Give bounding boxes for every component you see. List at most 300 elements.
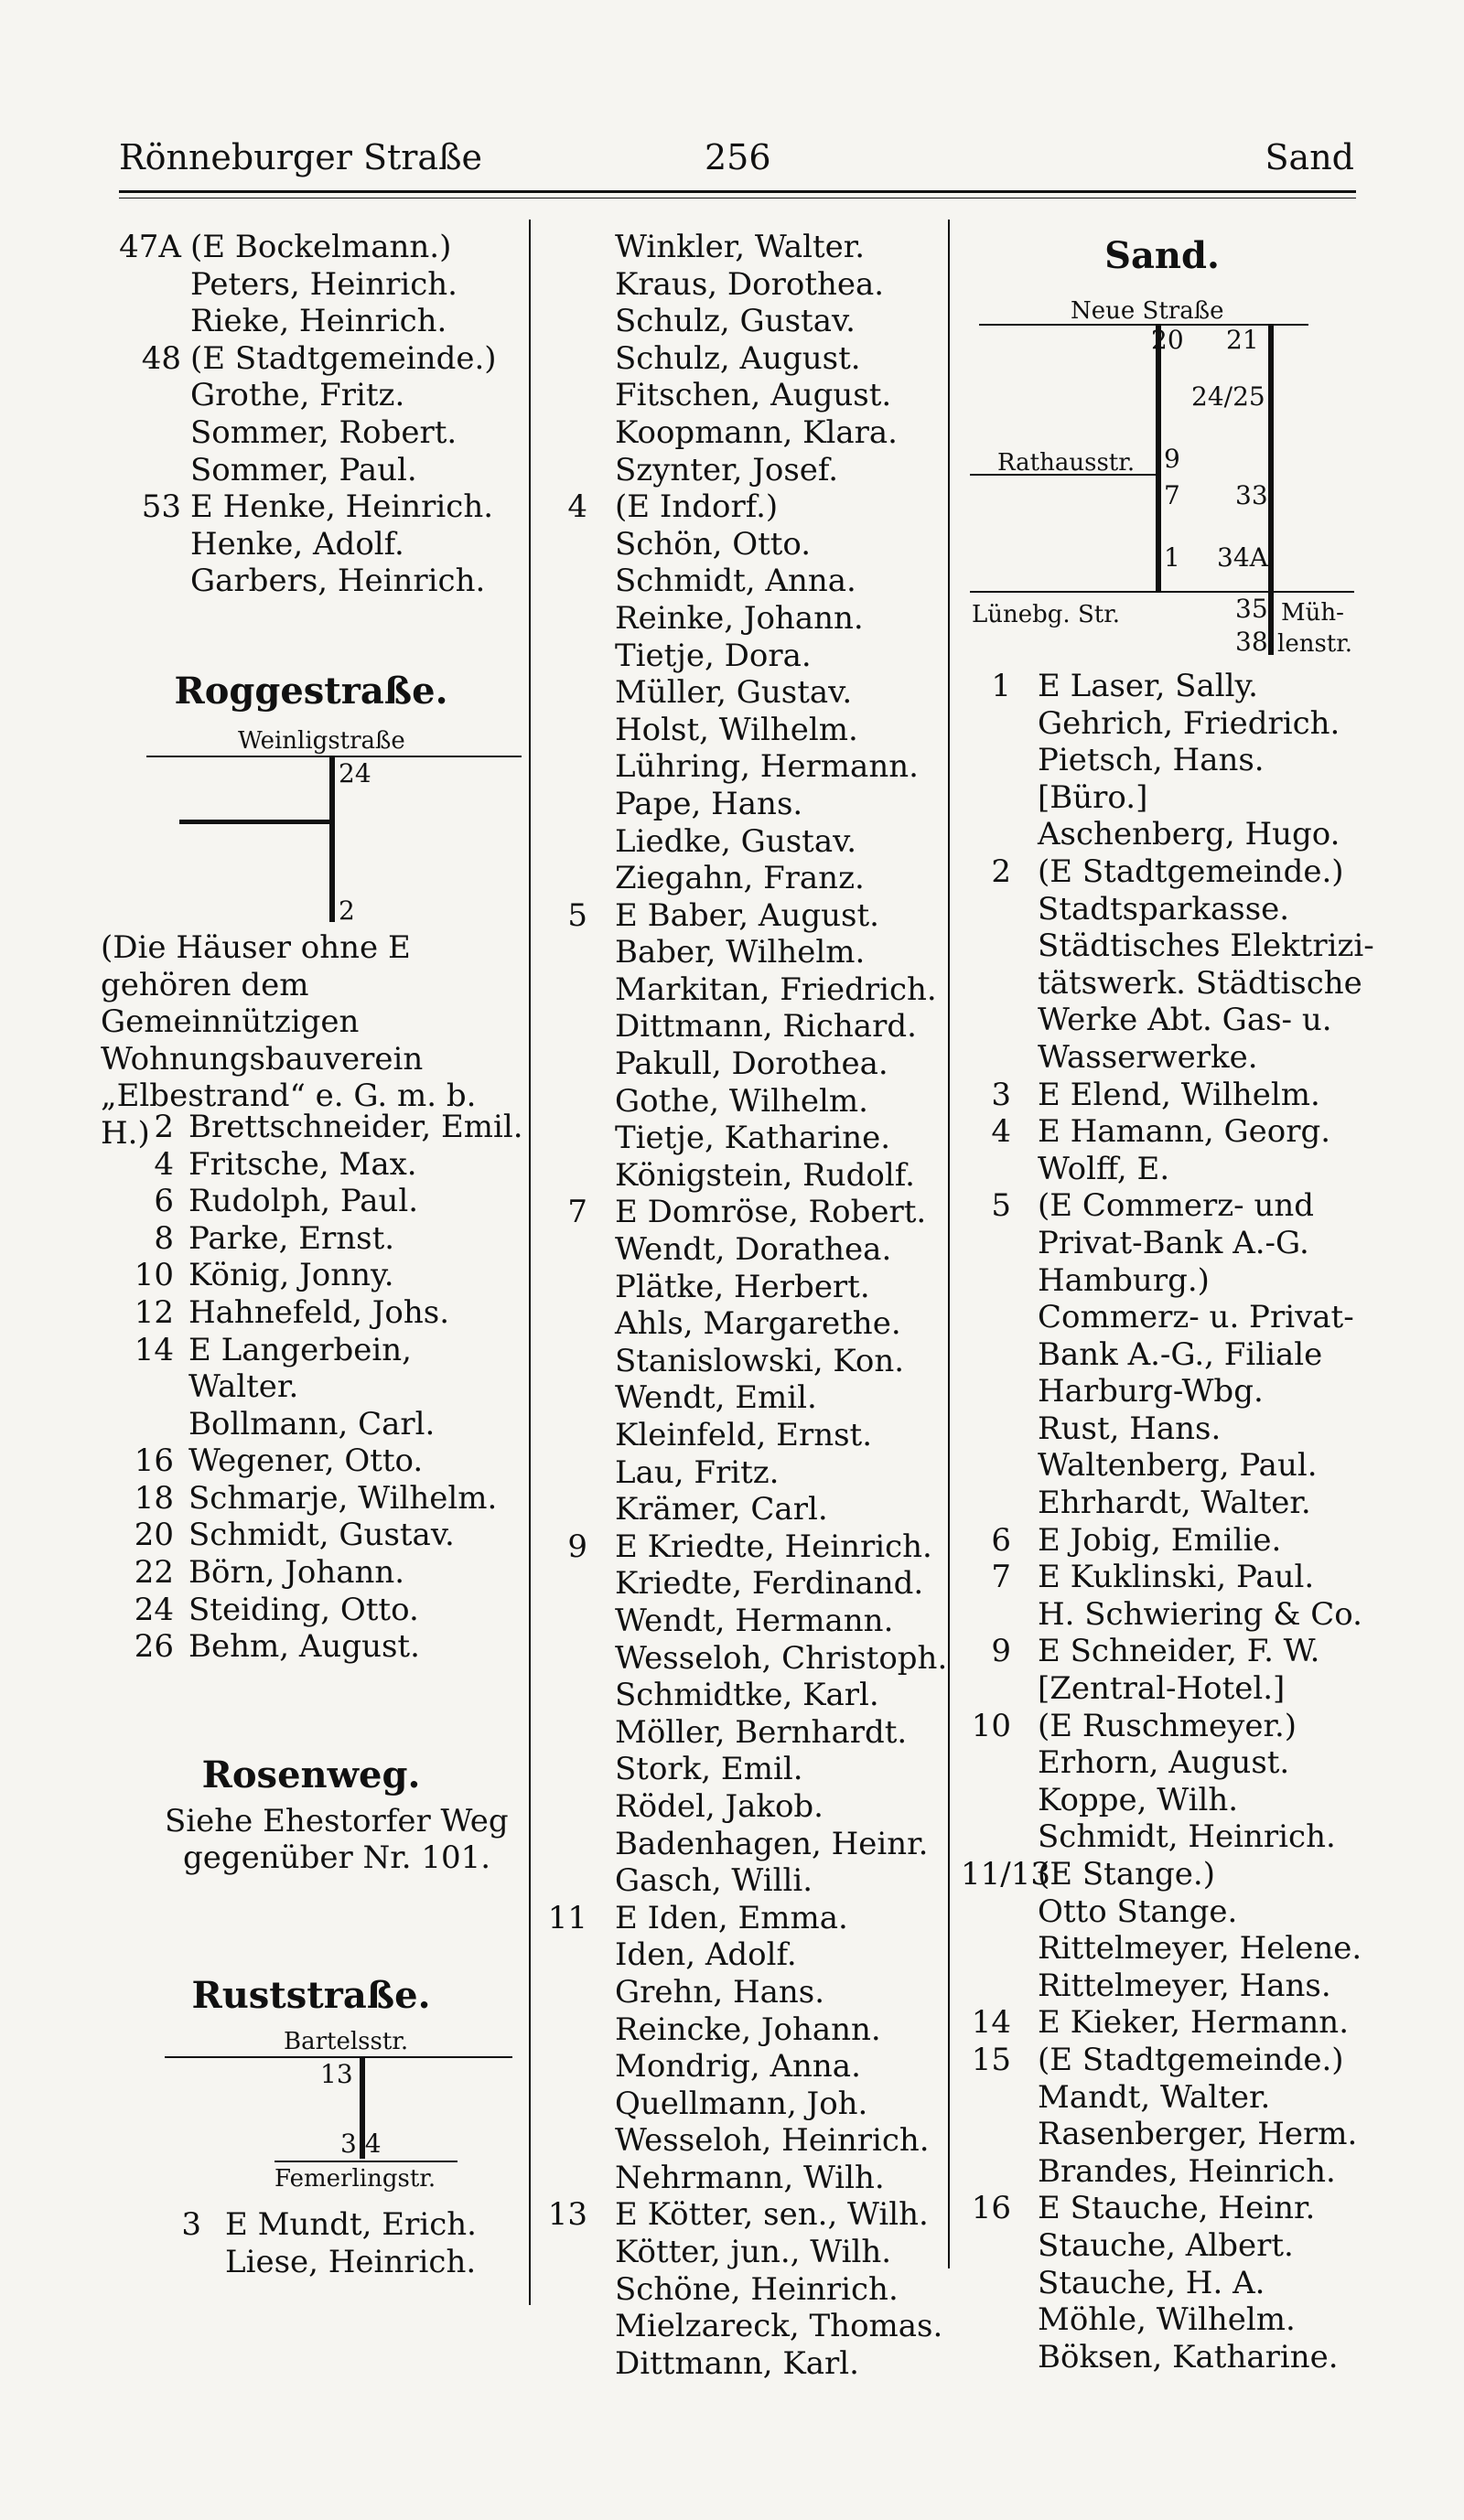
list-item	[540, 1491, 942, 1528]
house-number: 10	[134, 1257, 174, 1294]
house-number: 4	[567, 488, 587, 526]
resident-name: Privat-Bank A.-G.	[1038, 1224, 1309, 1261]
list-item	[540, 823, 942, 861]
roggestrasse-note: (Die Häuser ohne E gehören dem Gemeinnützigen Wohnungsbauverein „Elbestrand“ e. G. m. b. H.)	[101, 928, 477, 1152]
list-item	[961, 1077, 1363, 1114]
resident-name: Schulz, Gustav.	[615, 303, 856, 340]
list-item	[540, 1714, 942, 1752]
list-item	[961, 1818, 1363, 1856]
resident-name: Wendt, Emil.	[615, 1379, 817, 1417]
list-item	[101, 488, 522, 526]
list-item	[101, 1183, 522, 1220]
list-item	[540, 1900, 942, 1937]
house-number: 20	[1151, 325, 1184, 355]
list-item	[540, 1194, 942, 1231]
page-number: 256	[705, 137, 771, 177]
resident-name: Schmarje, Wilhelm.	[188, 1479, 498, 1517]
house-number: 24/25	[1191, 381, 1265, 412]
resident-name: Reinke, Johann.	[615, 599, 864, 637]
list-item	[540, 1826, 942, 1863]
list-item	[961, 1485, 1363, 1522]
house-number: 12	[134, 1293, 174, 1331]
list-item	[540, 600, 942, 638]
resident-name: (E Bockelmann.)	[190, 229, 452, 265]
list-item	[540, 563, 942, 600]
resident-name: Liese, Heinrich.	[225, 2243, 477, 2280]
resident-name: Stadtsparkasse.	[1038, 890, 1290, 928]
list-item	[540, 1788, 942, 1826]
house-number: 2	[339, 895, 355, 926]
resident-name: [Zentral-Hotel.]	[1038, 1670, 1286, 1708]
resident-name: Schmidtke, Karl.	[615, 1677, 879, 1714]
resident-name: Ehrhardt, Walter.	[1038, 1485, 1311, 1522]
list-item	[961, 2265, 1363, 2302]
list-item	[961, 1039, 1363, 1077]
list-item	[540, 1343, 942, 1380]
resident-name: Gehrich, Friedrich.	[1038, 704, 1340, 742]
resident-name: Stork, Emil.	[615, 1751, 803, 1788]
house-number: 14	[134, 1331, 174, 1368]
house-number: 8	[154, 1219, 174, 1257]
resident-name: Grothe, Fritz.	[190, 377, 405, 414]
list-item	[961, 1522, 1363, 1560]
resident-name: Wendt, Dorathea.	[615, 1231, 892, 1269]
resident-name: Bollmann, Carl.	[188, 1405, 436, 1442]
ruststrasse-entries	[101, 2206, 522, 2280]
resident-name: E Kieker, Hermann.	[1038, 2004, 1350, 2042]
list-item	[540, 674, 942, 712]
resident-name: Brettschneider, Emil.	[188, 1108, 523, 1145]
resident-name: Rittelmeyer, Hans.	[1038, 1967, 1331, 2004]
resident-name: E Langerbein,	[188, 1331, 412, 1368]
house-number: 38	[1235, 627, 1268, 657]
list-item	[540, 934, 942, 971]
house-number: 7	[991, 1559, 1011, 1596]
resident-name: Gothe, Wilhelm.	[615, 1082, 868, 1120]
resident-name: (E Ruschmeyer.)	[1038, 1707, 1297, 1744]
resident-name: Behm, August.	[188, 1628, 420, 1666]
list-item	[101, 1294, 522, 1332]
resident-name: Wesseloh, Heinrich.	[615, 2122, 930, 2160]
resident-name: Reincke, Johann.	[615, 2011, 881, 2048]
section-title-rosenweg: Rosenweg.	[201, 1753, 421, 1796]
list-item	[540, 526, 942, 563]
list-item	[540, 2086, 942, 2123]
middle-entries	[540, 229, 948, 2382]
list-item	[540, 303, 942, 340]
resident-name: Sommer, Robert.	[190, 413, 458, 451]
house-number: 1	[1164, 542, 1180, 573]
resident-name: Tietje, Katharine.	[615, 1120, 891, 1157]
resident-name: Rödel, Jakob.	[615, 1787, 824, 1825]
house-number: 11/13	[961, 1856, 1050, 1893]
list-item	[101, 414, 522, 452]
resident-name: Otto Stange.	[1038, 1893, 1238, 1930]
resident-name: Badenhagen, Heinr.	[615, 1825, 929, 1862]
rosenweg-line: gegenüber Nr. 101.	[183, 1839, 491, 1877]
list-item	[101, 1146, 522, 1184]
resident-name: Fitschen, August.	[615, 377, 892, 414]
resident-name: (E Stadtgemeinde.)	[1038, 853, 1344, 890]
resident-name: Schmidt, Anna.	[615, 563, 856, 600]
list-item	[961, 1744, 1363, 1782]
resident-name: Böksen, Katharine.	[1038, 2338, 1339, 2375]
list-item	[961, 1968, 1363, 2005]
house-number: 10	[971, 1707, 1011, 1744]
list-item	[540, 2196, 942, 2234]
resident-name: E Kötter, sen., Wilh.	[615, 2196, 929, 2234]
header-right: Sand	[1265, 137, 1354, 177]
resident-name: Wolff, E.	[1038, 1150, 1170, 1187]
list-item	[101, 303, 522, 340]
list-item	[540, 1379, 942, 1417]
house-number: 21	[1226, 325, 1259, 355]
list-item	[540, 2271, 942, 2309]
resident-name: E Henke, Heinrich.	[190, 488, 494, 526]
list-item	[540, 2011, 942, 2049]
resident-name: Brandes, Heinrich.	[1038, 2152, 1336, 2190]
list-item	[540, 860, 942, 897]
house-number: 9	[567, 1528, 587, 1565]
list-item	[101, 1368, 522, 1406]
list-item	[961, 1708, 1363, 1745]
resident-name: Quellmann, Joh.	[615, 2085, 868, 2122]
resident-name: Kriedte, Ferdinand.	[615, 1565, 924, 1603]
house-number: 7	[567, 1194, 587, 1231]
house-number: 4	[991, 1113, 1011, 1151]
list-item	[540, 2234, 942, 2271]
resident-name: Iden, Adolf.	[615, 1936, 797, 1974]
street-map-roggestrasse	[101, 719, 522, 929]
list-item	[961, 2116, 1363, 2153]
house-number: 9	[991, 1633, 1011, 1670]
list-item	[961, 2004, 1363, 2042]
sand-entries	[961, 668, 1374, 2375]
resident-name: Pakull, Dorothea.	[615, 1046, 888, 1083]
resident-name: Börn, Johann.	[188, 1554, 405, 1592]
column-right	[961, 229, 1374, 2375]
house-number: 16	[134, 1442, 174, 1480]
resident-name: Wasserwerke.	[1038, 1038, 1258, 1076]
list-item	[101, 1109, 522, 1146]
resident-name: Rittelmeyer, Helene.	[1038, 1930, 1362, 1968]
resident-name: Szynter, Josef.	[615, 451, 839, 488]
house-number: 22	[134, 1554, 174, 1592]
section-title-ruststrasse: Ruststraße.	[191, 1974, 431, 2018]
list-item	[101, 229, 522, 266]
resident-name: Nehrmann, Wilh.	[615, 2159, 885, 2196]
list-item	[540, 748, 942, 786]
resident-name: (E Commerz- und	[1038, 1187, 1314, 1225]
resident-name: Hahnefeld, Johs.	[188, 1293, 450, 1331]
cross-street-label: Bartelsstr.	[284, 2028, 409, 2056]
resident-name: Lühring, Hermann.	[615, 748, 919, 786]
house-number: 47A	[119, 229, 181, 265]
house-number: 7	[1164, 480, 1180, 510]
house-number: 3 4	[340, 2129, 382, 2160]
resident-name: Werke Abt. Gas- u.	[1038, 1002, 1332, 1039]
resident-name: Baber, Wilhelm.	[615, 934, 866, 971]
list-item	[540, 786, 942, 823]
list-item	[540, 1565, 942, 1603]
column-left	[101, 229, 522, 2280]
list-item	[961, 1670, 1363, 1708]
list-item	[961, 668, 1363, 705]
list-item	[101, 1220, 522, 1258]
list-item	[961, 1410, 1363, 1448]
resident-name: E Laser, Sally.	[1038, 668, 1258, 704]
house-number: 3	[181, 2206, 201, 2244]
resident-name: Henke, Adolf.	[190, 525, 404, 563]
list-item	[961, 1336, 1363, 1374]
resident-name: E Kriedte, Heinrich.	[615, 1528, 932, 1565]
resident-name: Winkler, Walter.	[615, 229, 866, 265]
resident-name: Ahls, Margarethe.	[615, 1305, 901, 1343]
list-item	[961, 1893, 1363, 1931]
house-number: 6	[991, 1521, 1011, 1559]
list-item	[961, 2339, 1363, 2376]
list-item	[540, 2160, 942, 2197]
house-number: 48	[141, 339, 181, 377]
resident-name: Dittmann, Richard.	[615, 1008, 917, 1046]
list-item	[540, 971, 942, 1009]
house-number: 24	[134, 1591, 174, 1628]
house-number: 2	[154, 1108, 174, 1145]
resident-name: Rudolph, Paul.	[188, 1183, 419, 1220]
resident-name: Möhle, Wilhelm.	[1038, 2301, 1296, 2339]
house-number: 24	[339, 757, 371, 788]
list-item	[961, 965, 1363, 1003]
house-number: 20	[134, 1517, 174, 1554]
resident-name: E Elend, Wilhelm.	[1038, 1076, 1320, 1113]
rosenweg-line: Siehe Ehestorfer Weg	[165, 1802, 509, 1839]
resident-name: Dittmann, Karl.	[615, 2344, 859, 2382]
column-divider	[948, 220, 950, 2268]
resident-name: (E Stadtgemeinde.)	[1038, 2041, 1344, 2078]
list-item	[101, 452, 522, 489]
resident-name: Peters, Heinrich.	[190, 265, 458, 303]
house-number: 33	[1235, 480, 1268, 510]
resident-name: Rasenberger, Herm.	[1038, 2116, 1358, 2153]
resident-name: [Büro.]	[1038, 778, 1148, 816]
list-item	[540, 340, 942, 378]
list-item	[961, 1447, 1363, 1485]
resident-name: Kötter, jun., Wilh.	[615, 2234, 892, 2271]
list-item	[961, 891, 1363, 928]
list-item	[961, 1187, 1363, 1225]
list-item	[540, 2345, 942, 2383]
street-label: lenstr.	[1277, 630, 1353, 658]
resident-name: Pape, Hans.	[615, 785, 803, 822]
list-item	[961, 779, 1363, 817]
list-item	[540, 1528, 942, 1566]
list-item	[961, 2190, 1363, 2227]
list-item	[540, 1974, 942, 2011]
resident-name: tätswerk. Städtische	[1038, 964, 1362, 1002]
street-label: Müh-	[1281, 599, 1344, 627]
list-item	[540, 1231, 942, 1269]
resident-name: Liedke, Gustav.	[615, 822, 857, 860]
resident-name: Parke, Ernst.	[188, 1219, 395, 1257]
house-number: 18	[134, 1479, 174, 1517]
resident-name: Krämer, Carl.	[615, 1491, 828, 1528]
list-item	[961, 1113, 1363, 1151]
resident-name: E Jobig, Emilie.	[1038, 1521, 1282, 1559]
list-item	[540, 414, 942, 452]
street-map-ruststrasse	[101, 2023, 522, 2197]
list-item	[961, 2153, 1363, 2191]
list-item	[101, 1554, 522, 1592]
list-item	[101, 1628, 522, 1666]
resident-name: E Schneider, F. W.	[1038, 1633, 1320, 1670]
list-item	[540, 2048, 942, 2086]
resident-name: Städtisches Elektrizi-	[1038, 928, 1374, 965]
house-number: 26	[134, 1628, 174, 1666]
list-item	[961, 705, 1363, 743]
resident-name: Markitan, Friedrich.	[615, 970, 937, 1008]
list-item	[101, 1442, 522, 1480]
list-item	[101, 1257, 522, 1294]
house-number: 35	[1235, 594, 1268, 624]
resident-name: Steiding, Otto.	[188, 1591, 419, 1628]
list-item	[540, 1305, 942, 1343]
resident-name: (E Stadtgemeinde.)	[190, 339, 497, 377]
list-item	[540, 1862, 942, 1900]
list-item	[540, 1008, 942, 1046]
house-number: 14	[971, 2004, 1011, 2042]
house-number: 16	[971, 2190, 1011, 2227]
house-number: 5	[991, 1187, 1011, 1225]
cross-street-label: Femerlingstr.	[274, 2165, 436, 2193]
house-number: 4	[154, 1145, 174, 1183]
list-item	[101, 377, 522, 414]
header-rule	[119, 190, 1356, 193]
list-item	[961, 2227, 1363, 2265]
list-item	[540, 638, 942, 675]
resident-name: Pietsch, Hans.	[1038, 742, 1265, 779]
list-item	[101, 340, 522, 378]
resident-name: Waltenberg, Paul.	[1038, 1447, 1318, 1485]
street-label: Lünebg. Str.	[972, 601, 1121, 628]
section-title-roggestrasse: Roggestraße.	[174, 669, 448, 713]
list-item	[961, 1782, 1363, 1819]
resident-name: E Stauche, Heinr.	[1038, 2190, 1316, 2227]
resident-name: Mandt, Walter.	[1038, 2078, 1271, 2116]
resident-name: Schulz, August.	[615, 339, 861, 377]
resident-name: Harburg-Wbg.	[1038, 1373, 1264, 1410]
list-item	[961, 1856, 1363, 1893]
resident-name: Kleinfeld, Ernst.	[615, 1417, 873, 1453]
resident-name: Holst, Wilhelm.	[615, 711, 858, 748]
column-divider	[529, 220, 531, 2305]
resident-name: Ziegahn, Franz.	[615, 860, 865, 897]
resident-name: Koopmann, Klara.	[615, 413, 898, 451]
resident-name: E Baber, August.	[615, 896, 879, 934]
list-item	[101, 1406, 522, 1443]
house-number: 2	[991, 853, 1011, 890]
header-left: Rönneburger Straße	[119, 137, 482, 177]
list-item	[540, 1417, 942, 1454]
list-item	[101, 1332, 522, 1369]
house-number: 53	[141, 488, 181, 526]
resident-name: (E Indorf.)	[615, 488, 779, 526]
house-number: 13	[547, 2196, 587, 2234]
cross-street-label: Weinligstraße	[238, 726, 405, 755]
list-item	[540, 1046, 942, 1083]
list-item	[961, 928, 1374, 965]
house-number: 15	[971, 2041, 1011, 2078]
list-item	[540, 266, 942, 304]
resident-name: Koppe, Wilh.	[1038, 1781, 1239, 1818]
list-item	[101, 1517, 522, 1554]
resident-name: Tietje, Dora.	[615, 637, 812, 674]
list-item	[540, 1120, 942, 1157]
street-map-sand	[961, 284, 1363, 658]
list-item	[961, 1596, 1363, 1634]
list-item	[540, 897, 942, 935]
list-item	[961, 1002, 1363, 1039]
list-item	[961, 2301, 1363, 2339]
list-item	[540, 1639, 948, 1678]
resident-name: Stanislowski, Kon.	[615, 1342, 905, 1379]
resident-name: Hamburg.)	[1038, 1261, 1210, 1299]
list-item	[540, 2122, 942, 2160]
section-title-sand: Sand.	[1104, 234, 1220, 277]
house-number: 34A	[1217, 542, 1268, 573]
list-item	[101, 1592, 522, 1629]
list-item	[540, 1677, 942, 1714]
resident-name: Commerz- u. Privat-	[1038, 1299, 1354, 1336]
list-item	[101, 526, 522, 563]
resident-name: Lau, Fritz.	[615, 1453, 780, 1491]
list-item	[540, 1936, 942, 1974]
resident-name: Möller, Bernhardt.	[615, 1713, 908, 1751]
list-item	[101, 266, 522, 304]
list-item	[961, 1930, 1363, 1968]
list-item	[961, 742, 1363, 779]
list-item	[961, 853, 1363, 891]
list-item	[540, 1751, 942, 1788]
resident-name: Fritsche, Max.	[188, 1145, 417, 1183]
resident-name: Bank A.-G., Filiale	[1038, 1335, 1323, 1373]
house-number: 1	[991, 668, 1011, 704]
resident-name: H. Schwiering & Co.	[1038, 1595, 1362, 1633]
resident-name: Sommer, Paul.	[190, 451, 417, 488]
resident-name: Rieke, Heinrich.	[190, 303, 447, 340]
list-item	[961, 1151, 1363, 1188]
resident-name: Schmidt, Heinrich.	[1038, 1818, 1336, 1856]
list-item	[961, 1373, 1363, 1410]
list-item	[101, 2244, 522, 2281]
house-number: 9	[1164, 444, 1180, 474]
list-item	[540, 2308, 942, 2345]
resident-name: Erhorn, August.	[1038, 1744, 1290, 1782]
resident-name: Aschenberg, Hugo.	[1038, 816, 1340, 853]
roggestrasse-entries	[101, 1109, 522, 1666]
resident-name: König, Jonny.	[188, 1257, 394, 1294]
list-item	[961, 1633, 1363, 1670]
page-header	[119, 137, 1354, 192]
resident-name: Königstein, Rudolf.	[615, 1156, 915, 1194]
resident-name: Wesseloh, Christoph.	[615, 1639, 948, 1677]
street-label: Neue Straße	[1071, 297, 1224, 325]
house-number: 5	[567, 896, 587, 934]
resident-name: E Hamann, Georg.	[1038, 1113, 1331, 1151]
resident-name: (E Stange.)	[1038, 1856, 1215, 1893]
house-number: 6	[154, 1183, 174, 1220]
resident-name: Wendt, Hermann.	[615, 1602, 894, 1639]
resident-name: Grehn, Hans.	[615, 1973, 825, 2011]
